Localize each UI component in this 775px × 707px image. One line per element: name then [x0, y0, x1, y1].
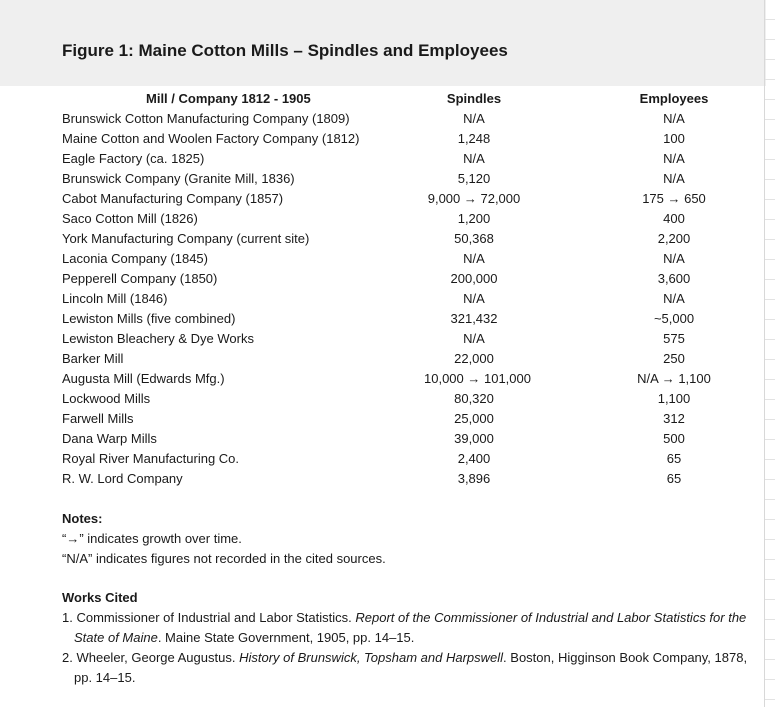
- employees-value: 250: [663, 351, 685, 366]
- spindles-value: 1,248: [457, 131, 491, 146]
- employees-value: N/A: [663, 171, 685, 186]
- citation-title: History of Brunswick, Topsham and Harpswell: [239, 650, 504, 665]
- citation-2: [62, 648, 762, 688]
- spindles-value: 3,896: [457, 471, 491, 486]
- mill-name: Lockwood Mills: [62, 391, 151, 406]
- spindles-value: N/A: [463, 291, 485, 306]
- header-spindles: Spindles: [446, 91, 502, 106]
- mill-name: Cabot Manufacturing Company (1857): [62, 191, 284, 206]
- employees-value: 2,200: [657, 231, 691, 246]
- spindles-value: 9,000 → 72,000: [427, 191, 521, 206]
- citation-author: Wheeler, George Augustus.: [76, 650, 240, 665]
- spindles-value: 22,000: [454, 351, 494, 366]
- note-line: “→” indicates growth over time.: [62, 531, 242, 546]
- spindles-value: 50,368: [454, 231, 494, 246]
- works-cited-section: [62, 588, 762, 688]
- employees-value: 312: [663, 411, 685, 426]
- spindles-value: N/A: [463, 151, 485, 166]
- citation-title: Report of the Commissioner of Industrial and Labor Statistics for the State of Maine: [74, 610, 747, 645]
- figure-title: Figure 1: Maine Cotton Mills – Spindles and Employees: [62, 41, 508, 60]
- mill-name: Barker Mill: [62, 351, 124, 366]
- mill-name: Lincoln Mill (1846): [62, 291, 168, 306]
- mill-name: R. W. Lord Company: [62, 471, 183, 486]
- citation-number: 1.: [62, 610, 77, 625]
- mill-name: Farwell Mills: [62, 411, 134, 426]
- employees-value: N/A: [663, 291, 685, 306]
- spindles-value: N/A: [463, 331, 485, 346]
- mill-name: Lewiston Mills (five combined): [62, 311, 236, 326]
- spindles-value: 39,000: [454, 431, 494, 446]
- spindles-value: 2,400: [457, 451, 491, 466]
- spindles-value: 25,000: [454, 411, 494, 426]
- employees-value: N/A → 1,100: [637, 371, 711, 386]
- works-cited-title: Works Cited: [62, 590, 138, 605]
- employees-value: 65: [666, 451, 682, 466]
- spindles-value: 200,000: [450, 271, 498, 286]
- mill-name: Dana Warp Mills: [62, 431, 157, 446]
- header-mill: Mill / Company 1812 - 1905: [146, 91, 311, 106]
- citation-publication: . Maine State Government, 1905, pp. 14–15.: [157, 630, 415, 645]
- mill-name: Augusta Mill (Edwards Mfg.): [62, 371, 225, 386]
- employees-value: N/A: [663, 111, 685, 126]
- spindles-value: 5,120: [457, 171, 491, 186]
- spindles-value: N/A: [463, 251, 485, 266]
- employees-value: 1,100: [657, 391, 691, 406]
- notes-section: [62, 509, 386, 569]
- mill-name: York Manufacturing Company (current site): [62, 231, 310, 246]
- employees-value: 65: [666, 471, 682, 486]
- mill-name: Royal River Manufacturing Co.: [62, 451, 240, 466]
- notes-title: Notes:: [62, 511, 103, 526]
- spindles-value: N/A: [463, 111, 485, 126]
- employees-value: 400: [663, 211, 685, 226]
- mill-name: Brunswick Company (Granite Mill, 1836): [62, 171, 295, 186]
- citation-1: [62, 608, 762, 648]
- spindles-value: 321,432: [450, 311, 498, 326]
- employees-value: N/A: [663, 151, 685, 166]
- mill-name: Brunswick Cotton Manufacturing Company (1809): [62, 111, 350, 126]
- mill-name: Maine Cotton and Woolen Factory Company (1812): [62, 131, 360, 146]
- mill-name: Lewiston Bleachery & Dye Works: [62, 331, 254, 346]
- page-margin-rule: [764, 0, 775, 707]
- mill-name: Laconia Company (1845): [62, 251, 208, 266]
- employees-value: 500: [663, 431, 685, 446]
- citation-publication: . Boston, Higginson Book Company, 1878, pp. 14–15.: [74, 650, 748, 685]
- header-employees: Employees: [639, 91, 709, 106]
- citation-number: 2.: [62, 650, 77, 665]
- employees-value: N/A: [663, 251, 685, 266]
- employees-value: 3,600: [657, 271, 691, 286]
- spindles-value: 80,320: [454, 391, 494, 406]
- mill-name: Eagle Factory (ca. 1825): [62, 151, 205, 166]
- employees-value: ~5,000: [653, 311, 695, 326]
- spindles-value: 1,200: [457, 211, 491, 226]
- employees-value: 175 → 650: [642, 191, 706, 206]
- employees-value: 100: [663, 131, 685, 146]
- mill-name: Pepperell Company (1850): [62, 271, 218, 286]
- note-line: “N/A” indicates figures not recorded in the cited sources.: [62, 551, 386, 566]
- employees-value: 575: [663, 331, 685, 346]
- spindles-value: 10,000 → 101,000: [424, 371, 531, 386]
- citation-author: Commissioner of Industrial and Labor Statistics.: [76, 610, 356, 625]
- mill-name: Saco Cotton Mill (1826): [62, 211, 198, 226]
